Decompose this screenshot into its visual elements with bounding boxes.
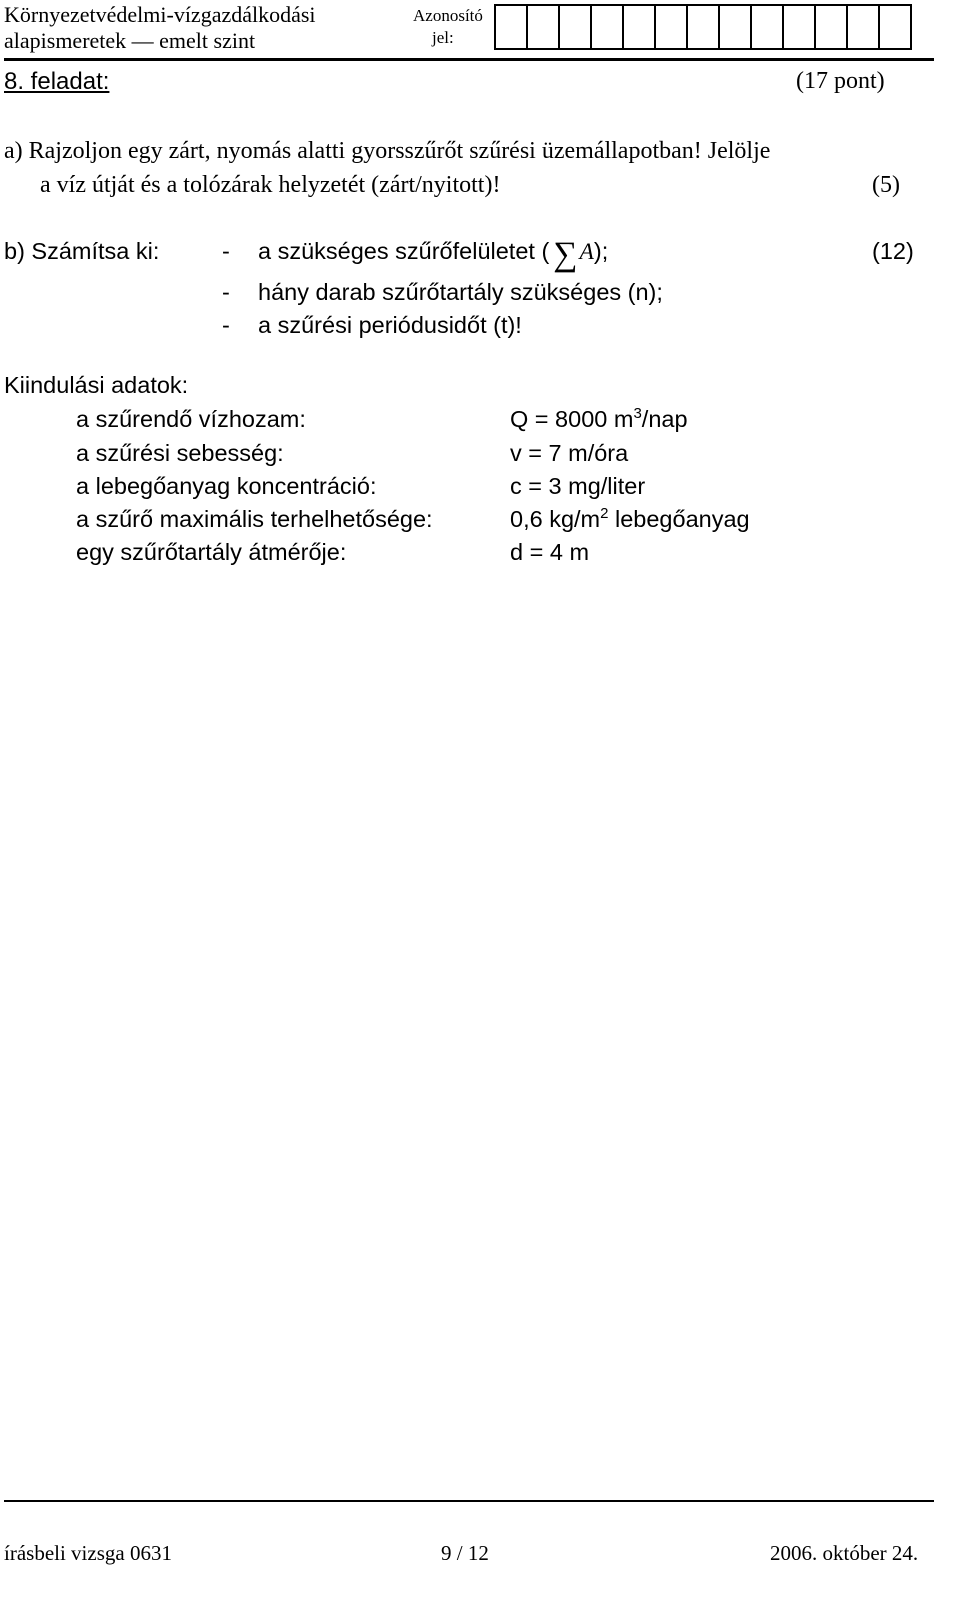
data-value-exponent: 3 — [633, 405, 642, 422]
data-value-unit: lebegőanyag — [608, 506, 750, 532]
id-label-suffix: jel: — [432, 28, 454, 47]
data-value-unit: /nap — [641, 406, 688, 432]
part-a-points: (5) — [872, 172, 900, 198]
data-label: a szűrő maximális terhelhetősége: — [76, 506, 433, 532]
bullet-dash: - — [222, 238, 230, 264]
part-b-item1 — [258, 238, 608, 272]
header-rule — [4, 58, 934, 61]
task-points: (17 pont) — [796, 68, 885, 94]
id-box[interactable] — [718, 4, 752, 50]
footer-date: 2006. október 24. — [770, 1541, 919, 1565]
id-box[interactable] — [494, 4, 528, 50]
id-box[interactable] — [654, 4, 688, 50]
id-box[interactable] — [782, 4, 816, 50]
part-b-label: b) Számítsa ki: — [4, 238, 160, 264]
bullet-dash: - — [222, 312, 230, 338]
part-b-points: (12) — [872, 238, 914, 264]
data-value: v = 7 m/óra — [510, 440, 629, 466]
id-label: Azonosító — [413, 6, 483, 25]
id-box[interactable] — [558, 4, 592, 50]
bullet-dash: - — [222, 279, 230, 305]
data-value — [510, 406, 688, 433]
task-title: 8. feladat: — [4, 68, 110, 95]
data-label: a szűrési sebesség: — [76, 440, 284, 466]
footer-exam-code: írásbeli vizsga 0631 — [4, 1541, 172, 1565]
data-value — [510, 506, 750, 533]
id-box[interactable] — [622, 4, 656, 50]
data-value: c = 3 mg/liter — [510, 473, 646, 499]
id-box[interactable] — [590, 4, 624, 50]
id-box[interactable] — [750, 4, 784, 50]
part-b-item2: hány darab szűrőtartály szükséges (n); — [258, 279, 663, 305]
part-a-line2: a víz útját és a tolózárak helyzetét (zárt/nyitott)! — [40, 172, 501, 198]
page-number: 9 / 12 — [441, 1541, 489, 1565]
part-b-item3: a szűrési periódusidőt (t)! — [258, 312, 522, 338]
id-boxes — [496, 4, 912, 50]
initial-data-heading: Kiindulási adatok: — [4, 372, 189, 398]
sum-symbol: ∑ — [553, 236, 578, 273]
data-value-main: 0,6 kg/m — [510, 506, 601, 532]
data-label: a lebegőanyag koncentráció: — [76, 473, 377, 499]
subject-title: Környezetvédelmi-vízgazdálkodási — [4, 2, 316, 27]
subject-level: alapismeretek — emelt szint — [4, 28, 256, 53]
id-box[interactable] — [814, 4, 848, 50]
part-b-item1-text: a szükséges szűrőfelületet ( — [258, 238, 550, 264]
data-label: egy szűrőtartály átmérője: — [76, 539, 347, 565]
data-value: d = 4 m — [510, 539, 590, 565]
part-a-line1: a) Rajzoljon egy zárt, nyomás alatti gyorsszűrőt szűrési üzemállapotban! Jelölje — [4, 138, 771, 164]
id-box[interactable] — [846, 4, 880, 50]
data-label: a szűrendő vízhozam: — [76, 406, 306, 432]
part-b-item1-end: ); — [593, 238, 609, 264]
area-variable: A — [579, 239, 594, 265]
id-box[interactable] — [686, 4, 720, 50]
data-value-exponent: 2 — [600, 505, 609, 522]
id-box[interactable] — [526, 4, 560, 50]
id-box[interactable] — [878, 4, 912, 50]
data-value-main: Q = 8000 m — [510, 406, 634, 432]
footer-rule — [4, 1500, 934, 1502]
